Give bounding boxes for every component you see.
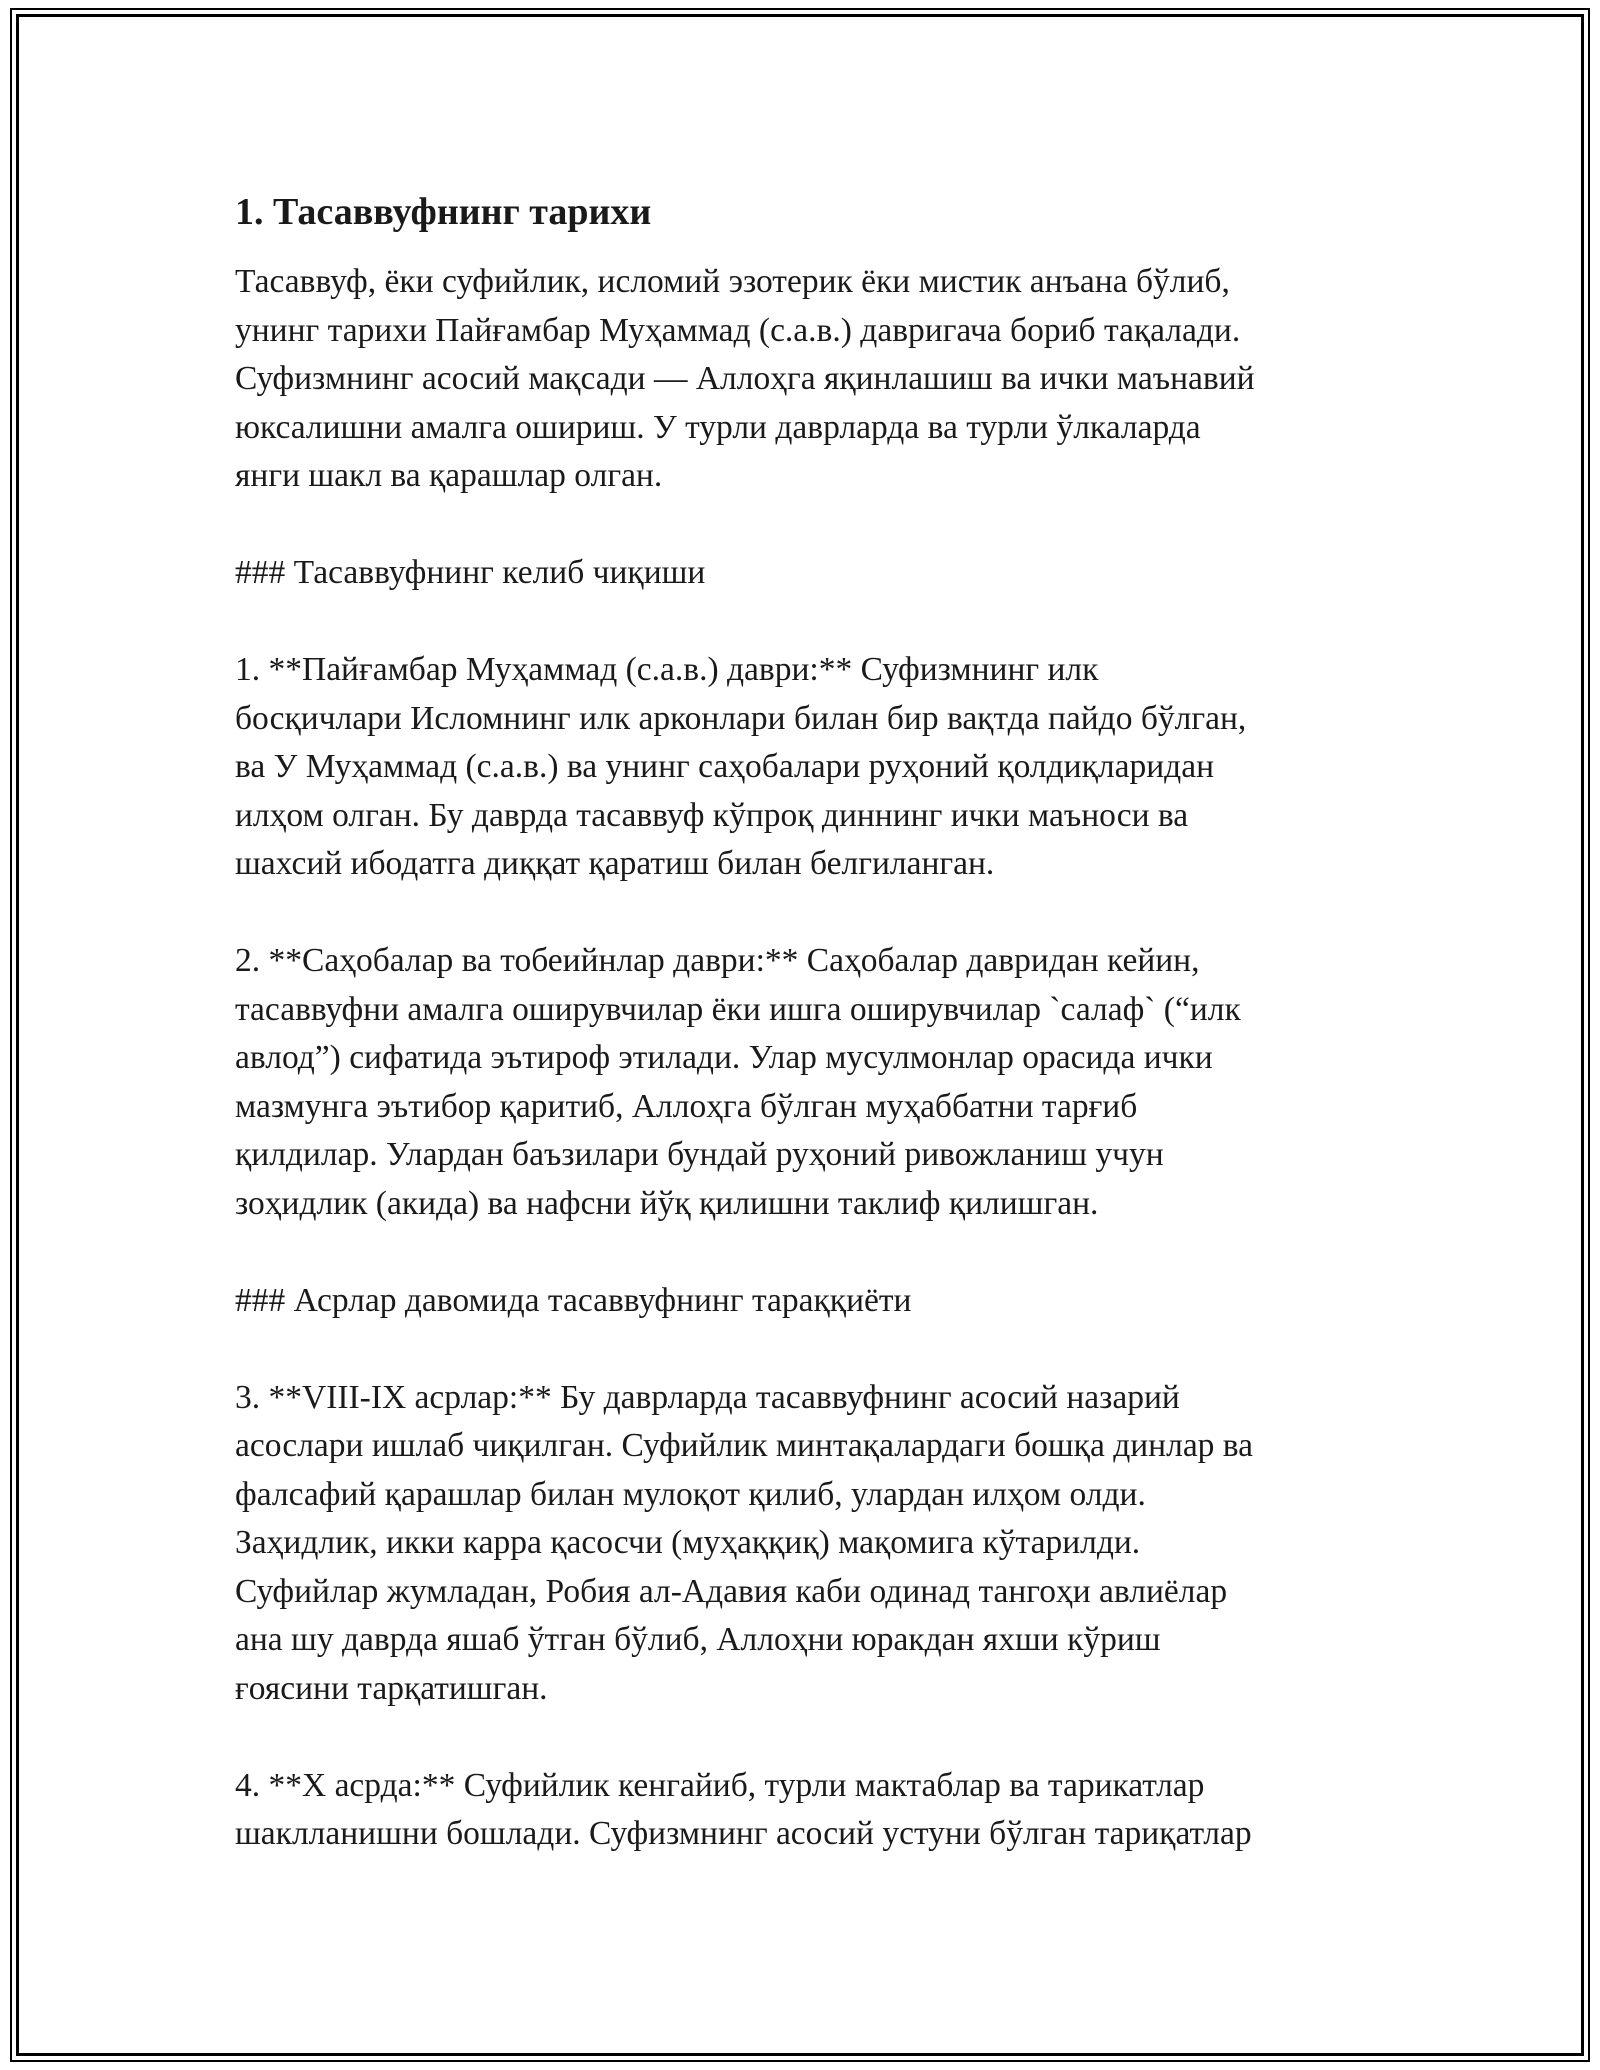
section-heading-development: ### Асрлар давомида тасаввуфнинг тараққиёти xyxy=(235,1281,912,1319)
intro-paragraph: Тасаввуф, ёки суфийлик, исломий эзотерик ёки мистик анъана бўлиб, унинг тарихи Пайғамбар Муҳаммад (с.а.в.) давригача бориб тақалади. Суфизмнинг асосий мақсади — Аллоҳга яқинлашиш ва ички маънавий юксалишни амалга ошириш. У турли даврларда ва турли ўлкаларда янги шакл ва қарашлар олган. xyxy=(235,263,1255,494)
list-item-companions-era: 2. **Саҳобалар ва тобеийнлар даври:** Саҳобалар давридан кейин, тасаввуфни амалга оширувчилар ёки ишга оширувчилар `салаф` (“илк авлод”) сифатида эътироф этилади. Улар мусулмонлар орасида ички мазмунга эътибор қаритиб, Аллоҳга бўлган муҳаббатни тарғиб қилдилар. Улардан баъзилари бундай руҳоний ривожланиш учун зоҳидлик (акида) ва нафсни йўқ қилишни таклиф қилишган. xyxy=(235,942,1241,1222)
list-item-10-century: 4. **X асрда:** Суфийлик кенгайиб, турли мактаблар ва тарикатлар шаклланишни бошлади. Суфизмнинг асосий устуни бўлган тариқатлар xyxy=(235,1766,1252,1852)
document-body xyxy=(235,186,1365,1907)
section-heading-origins: ### Тасаввуфнинг келиб чиқиши xyxy=(235,554,706,591)
document-title: 1. Тасаввуфнинг тарихи xyxy=(235,191,652,233)
list-item-8-9-centuries: 3. **VIII-IX асрлар:** Бу даврларда тасаввуфнинг асосий назарий асослари ишлаб чиқилган. Суфийлик минтақалардаги бошқа динлар ва фалсафий қарашлар билан мулоқот қилиб, улардан илҳом олди. Заҳидлик, икки карра қасосчи (муҳаққиқ) мақомига кўтарилди. Суфийлар жумладан, Робия ал-Адавия каби одинад тангоҳи авлиёлар ана шу даврда яшаб ўтган бўлиб, Аллоҳни юракдан яхши кўриш ғоясини тарқатишган. xyxy=(235,1378,1254,1707)
list-item-prophet-era: 1. **Пайғамбар Муҳаммад (с.а.в.) даври:** Суфизмнинг илк босқичлари Исломнинг илк арконлари билан бир вақтда пайдо бўлган, ва У Муҳаммад (с.а.в.) ва унинг саҳобалари руҳоний қолдиқларидан илҳом олган. Бу даврда тасаввуф кўпроқ диннинг ички маъноси ва шахсий ибодатга диққат қаратиш билан белгиланган. xyxy=(235,651,1247,882)
